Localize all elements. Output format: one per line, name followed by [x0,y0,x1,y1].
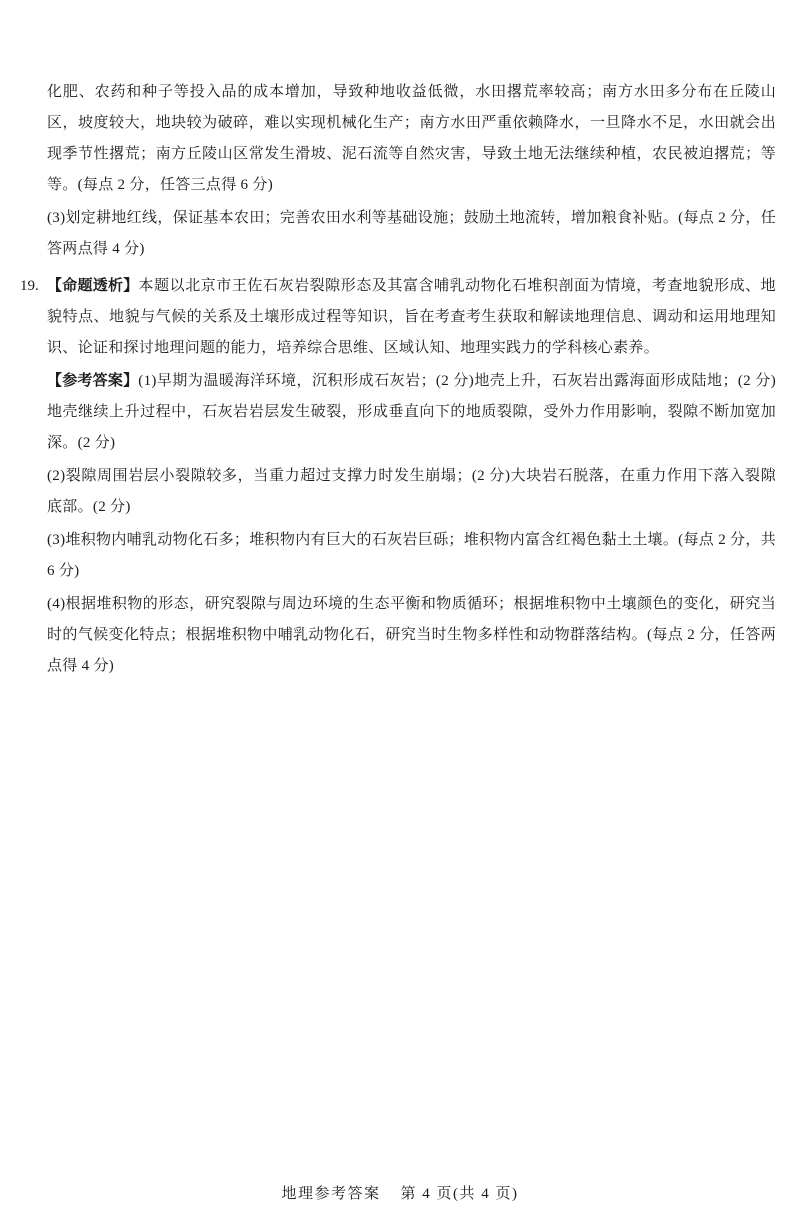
analysis-text: 本题以北京市王佐石灰岩裂隙形态及其富含哺乳动物化石堆积剖面为情境，考查地貌形成、地貌特点、地貌与气候的关系及土壤形成过程等知识，旨在考查考生获取和解读地理信息、调动和运用地理知识、论证和探讨地理问题的能力，培养综合思维、区域认知、地理实践力的学科核心素养。 [47,278,776,356]
question-19-answer-part1-paragraph [47,366,776,459]
answer-part-3: (3)堆积物内哺乳动物化石多；堆积物内有巨大的石灰岩巨砾；堆积物内富含红褐色黏土土壤。(每点 2 分，共 6 分) [47,532,776,579]
page-footer [0,1185,800,1203]
analysis-label: 【命题透析】 [47,278,139,294]
reference-answer-label: 【参考答案】 [47,373,139,389]
previous-answer-point3-paragraph: (3)划定耕地红线，保证基本农田；完善农田水利等基础设施；鼓励土地流转，增加粮食补贴。(每点 2 分，任答两点得 4 分) [47,210,776,257]
previous-answer-continuation-paragraph: 化肥、农药和种子等投入品的成本增加，导致种地收益低微，水田撂荒率较高；南方水田多分布在丘陵山区，坡度较大，地块较为破碎，难以实现机械化生产；南方水田严重依赖降水，一旦降水不足，水田就会出现季节性撂荒；南方丘陵山区常发生滑坡、泥石流等自然灾害，导致土地无法继续种植，农民被迫撂荒；等等。(每点 2 分，任答三点得 6 分) [47,84,776,193]
question-19-number: 19. [20,278,39,294]
question-19-analysis-paragraph [47,271,776,364]
answer-sheet-content [20,77,776,684]
answer-part-1: (1)早期为温暖海洋环境，沉积形成石灰岩；(2 分)地壳上升，石灰岩出露海面形成陆地；(2 分)地壳继续上升过程中，石灰岩岩层发生破裂，形成垂直向下的地质裂隙，受外力作用影响，裂隙不断加宽加深。(2 分) [47,373,776,451]
question-19-block [20,271,776,682]
answer-part-4: (4)根据堆积物的形态，研究裂隙与周边环境的生态平衡和物质循环；根据堆积物中土壤颜色的变化，研究当时的气候变化特点；根据堆积物中哺乳动物化石，研究当时生物多样性和动物群落结构。(每点 2 分，任答两点得 4 分) [47,596,776,674]
footer-document-title: 地理参考答案 [281,1186,381,1202]
question-19-body [47,271,776,682]
answer-part-2: (2)裂隙周围岩层小裂隙较多，当重力超过支撑力时发生崩塌；(2 分)大块岩石脱落，在重力作用下落入裂隙底部。(2 分) [47,468,776,515]
footer-page-number: 第 4 页(共 4 页) [400,1186,519,1202]
